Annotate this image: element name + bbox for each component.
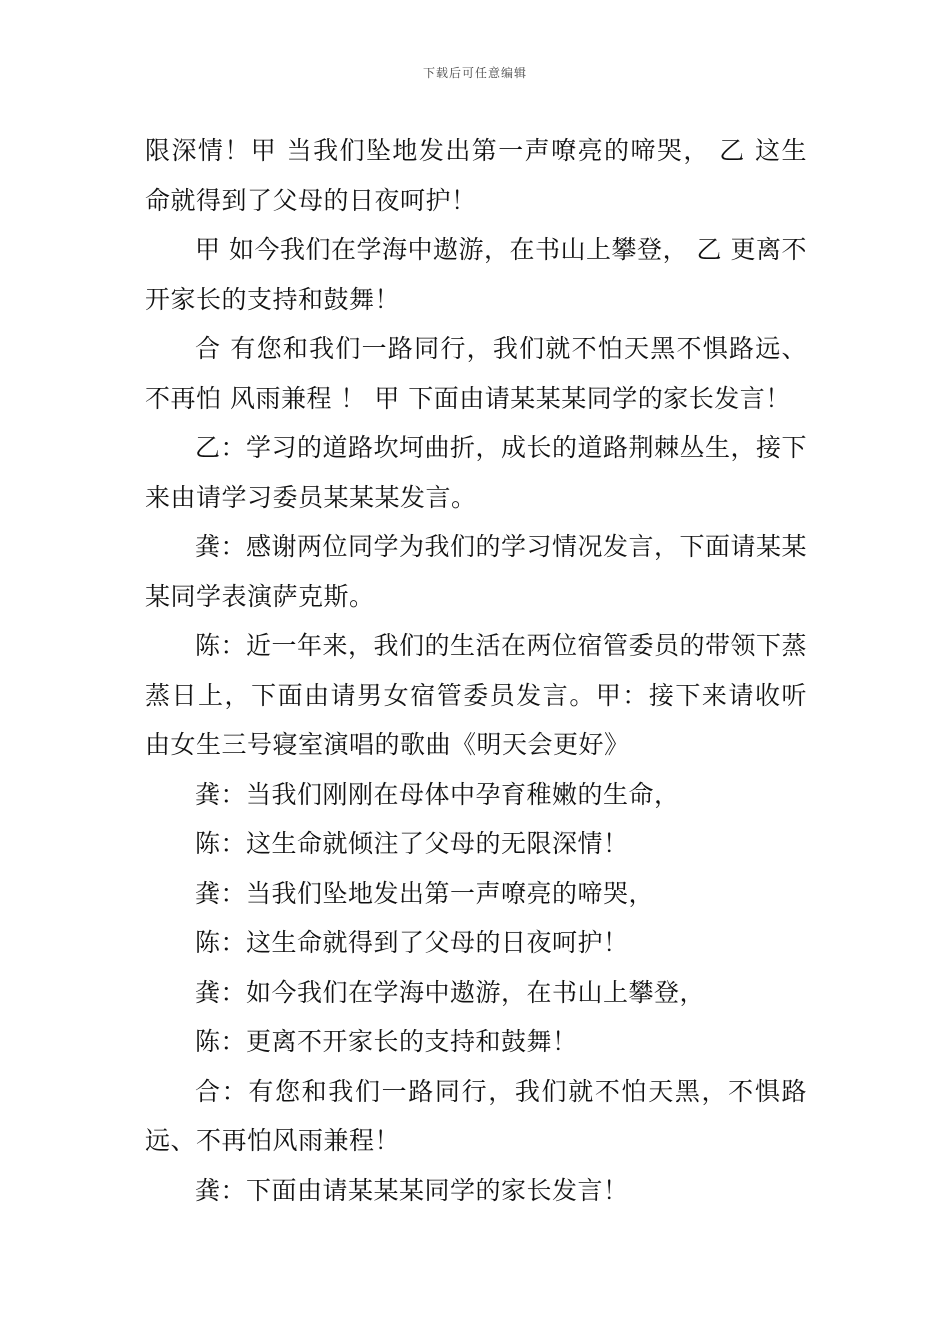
paragraph: 龚：下面由请某某某同学的家长发言！ (195, 1175, 629, 1205)
paragraph: 陈：这生命就得到了父母的日夜呵护！ (195, 928, 629, 957)
paragraph: 限深情！甲 当我们坠地发出第一声嘹亮的啼哭， 乙 这生命就得到了父母的日夜呵护！ (145, 136, 807, 215)
paragraph: 陈：这生命就倾注了父母的无限深情！ (195, 829, 629, 858)
page-header: 下载后可任意编辑 (422, 66, 527, 80)
paragraph: 龚：当我们刚刚在母体中孕育稚嫩的生命， (195, 779, 680, 809)
paragraph: 甲 如今我们在学海中遨游，在书山上攀登， 乙 更离不开家长的支持和鼓舞！ (145, 235, 807, 314)
paragraph: 龚：感谢两位同学为我们的学习情况发言，下面请某某某同学表演萨克斯。 (145, 532, 808, 611)
paragraph: 合 有您和我们一路同行，我们就不怕天黑不惧路远、不再怕 风雨兼程 ！ 甲 下面由请某某某同学的家长发言！ (145, 334, 807, 413)
paragraph: 乙：学习的道路坎坷曲折，成长的道路荆棘丛生，接下来由请学习委员某某某发言。 (145, 433, 808, 512)
paragraph: 陈：更离不开家长的支持和鼓舞！ (195, 1027, 578, 1056)
document-body (145, 126, 807, 1215)
paragraph: 合：有您和我们一路同行，我们就不怕天黑，不惧路远、不再怕风雨兼程！ (145, 1076, 807, 1155)
paragraph: 龚：当我们坠地发出第一声嘹亮的啼哭， (195, 878, 655, 908)
paragraph: 龚：如今我们在学海中遨游，在书山上攀登， (195, 977, 706, 1007)
paragraph: 陈：近一年来，我们的生活在两位宿管委员的带领下蒸蒸日上，下面由请男女宿管委员发言。甲：接下来请收听由女生三号寝室演唱的歌曲《明天会更好》 (145, 631, 808, 759)
